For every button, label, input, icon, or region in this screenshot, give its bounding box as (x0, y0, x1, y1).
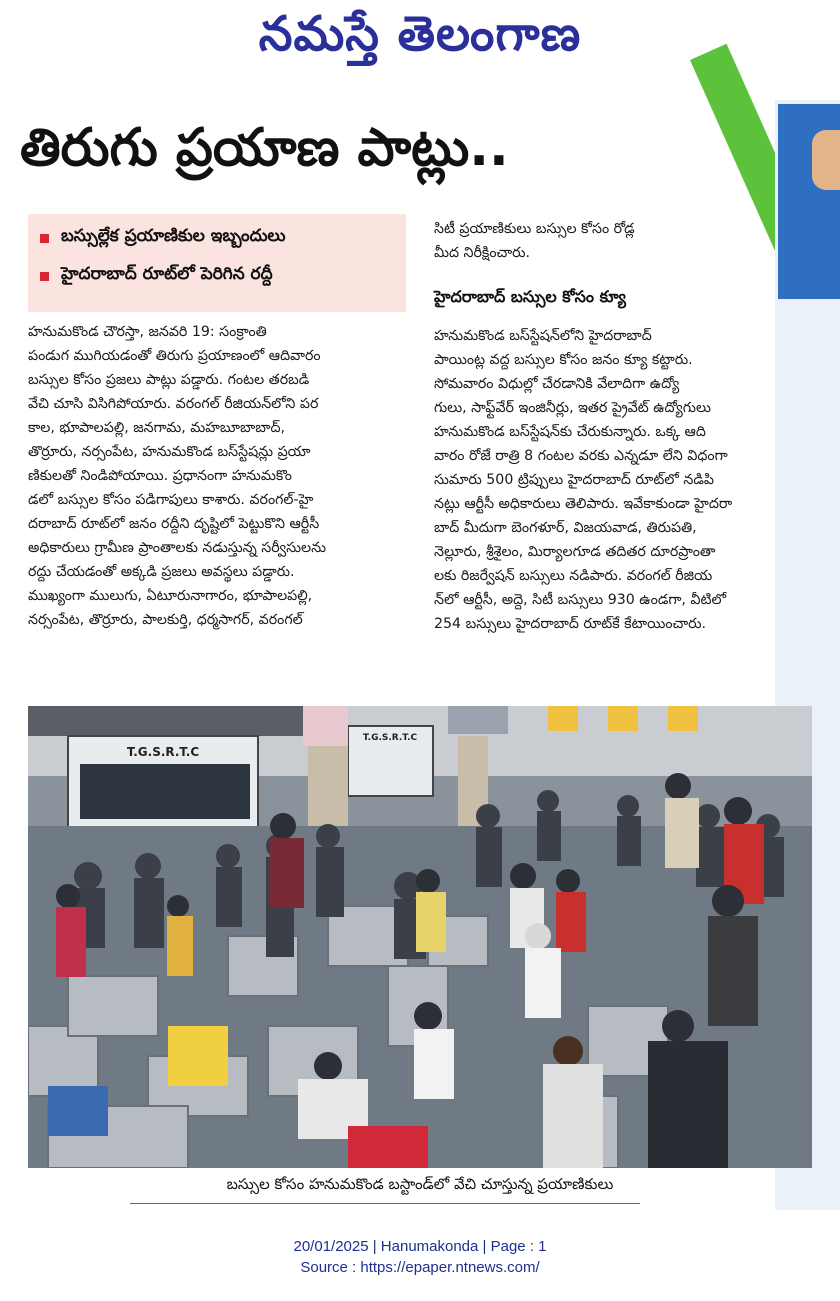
highlight-item (40, 226, 396, 250)
body-line: బాద్ మీదుగా బెంగళూర్, విజయవాడ, తిరుపతి, (434, 520, 697, 536)
body-line: లకు రిజర్వేషన్ బస్సులు నడిపారు. వరంగల్ రీజియ (434, 568, 713, 584)
body-line: పాయింట్ల వద్ద బస్సుల కోసం జనం క్యూ కట్టారు. (434, 352, 693, 368)
photo-caption: బస్సుల కోసం హనుమకొండ బస్టాండ్‌లో వేచి చూస్తున్న ప్రయాణికులు (226, 1175, 614, 1193)
body-line: సోమవారం విధుల్లో చేరడానికి వేలాదిగా ఉద్యో (434, 376, 680, 392)
bullet-icon (40, 272, 49, 281)
article-left-column (28, 320, 408, 632)
body-line: నెల్లూరు, శ్రీశైలం, మిర్యాలగూడ తదితర దూరప్రాంతా (434, 544, 716, 560)
body-line: ణికులతో నిండిపోయాయి. ప్రధానంగా హనుమకొం (28, 468, 292, 484)
body-line: సిటీ ప్రయాణికులు బస్సుల కోసం రోడ్ల (434, 221, 635, 237)
article-right-column-top (434, 217, 794, 265)
body-line: హనుమకొండ చౌరస్తా, జనవరి 19: సంక్రాంతి (28, 324, 267, 340)
bullet-icon (40, 234, 49, 243)
bus-sign: T.G.S.R.T.C (126, 745, 200, 759)
body-line: తొర్రూరు, నర్సంపేట, హనుమకొండ బస్‌స్టేషన్లు ప్రయా (28, 444, 311, 460)
body-line: ముఖ్యంగా ములుగు, ఏటూరునాగారం, భూపాలపల్లి, (28, 588, 313, 604)
caption-divider (130, 1203, 640, 1204)
highlight-text: బస్సుల్లేక ప్రయాణికుల ఇబ్బందులు (61, 226, 286, 246)
body-line: అధికారులు గ్రామీణ ప్రాంతాలకు నడుస్తున్న సర్వీసులను (28, 540, 326, 556)
highlight-item (40, 264, 396, 288)
highlight-text: హైదరాబాద్ రూట్‌లో పెరిగిన రద్దీ (61, 264, 273, 284)
body-line: దరాబాద్ రూట్‌లో జనం రద్దీని దృష్టిలో పెట్టుకొని ఆర్టీసీ (28, 516, 320, 532)
bus-sign: T.G.S.R.T.C (362, 733, 418, 743)
page-footer (0, 1236, 840, 1278)
section-subheading: హైదరాబాద్ బస్సుల కోసం క్యూ (434, 287, 626, 306)
body-line: నట్లు ఆర్టీసీ అధికారులు తెలిపారు. ఇవేకాకుండా హైదరా (434, 496, 733, 512)
photo-illustration (28, 706, 812, 1168)
body-line: హనుమకొండ బస్‌స్టేషన్‌కు చేరుకున్నారు. ఒక్క ఆది (434, 424, 706, 440)
highlights-box (28, 214, 406, 312)
body-line: న్‌లో ఆర్టీసీ, అద్దె, సిటీ బస్సులు 930 ఉండగా, వీటిలో (434, 592, 727, 608)
body-line: రద్దు చేయడంతో అక్కడి ప్రజలు అవస్థలు పడ్డారు. (28, 564, 295, 580)
newspaper-masthead: నమస్తే తెలంగాణ (258, 6, 582, 62)
body-line: 254 బస్సులు హైదరాబాద్ రూట్‌కే కేటాయించారు. (434, 616, 707, 632)
body-line: సుమారు 500 ట్రిప్పులు హైదరాబాద్ రూట్‌లో నడిపి (434, 472, 714, 488)
footer-source-link[interactable]: Source : https://epaper.ntnews.com/ (300, 1259, 540, 1276)
body-line: గులు, సాఫ్ట్‌వేర్ ఇంజినీర్లు, ఇతర ప్రైవేట్ ఉద్యోగులు (434, 400, 711, 416)
body-line: హనుమకొండ బస్‌స్టేషన్‌లోని హైదరాబాద్ (434, 328, 652, 344)
article-right-column (434, 324, 794, 636)
body-line: బస్సుల కోసం ప్రజలు పాట్లు పడ్డారు. గంటల తరబడి (28, 372, 310, 388)
body-line: పండుగ ముగియడంతో తిరుగు ప్రయాణంలో ఆదివారం (28, 348, 321, 364)
news-photo (28, 706, 812, 1168)
body-line: కాల, భూపాలపల్లి, జనగామ, మహబూబాబాద్, (28, 420, 285, 436)
body-line: మీద నిరీక్షించారు. (434, 245, 530, 261)
body-line: వారం రోజే రాత్రి 8 గంటల వరకు ఎన్నడూ లేని విధంగా (434, 448, 728, 464)
body-line: వేచి చూసి విసిగిపోయారు. వరంగల్ రీజియన్‌లోని పర (28, 396, 319, 412)
side-photo-face (812, 130, 840, 190)
footer-date-line: 20/01/2025 | Hanumakonda | Page : 1 (293, 1238, 547, 1255)
article-headline: తిరుగు ప్రయాణ పాట్లు.. (20, 118, 509, 178)
body-line: డలో బస్సుల కోసం పడిగాపులు కాశారు. వరంగల్-హై (28, 492, 314, 508)
body-line: నర్సంపేట, తొర్రూరు, పాలకుర్తి, ధర్మసాగర్, వరంగల్ (28, 612, 303, 628)
